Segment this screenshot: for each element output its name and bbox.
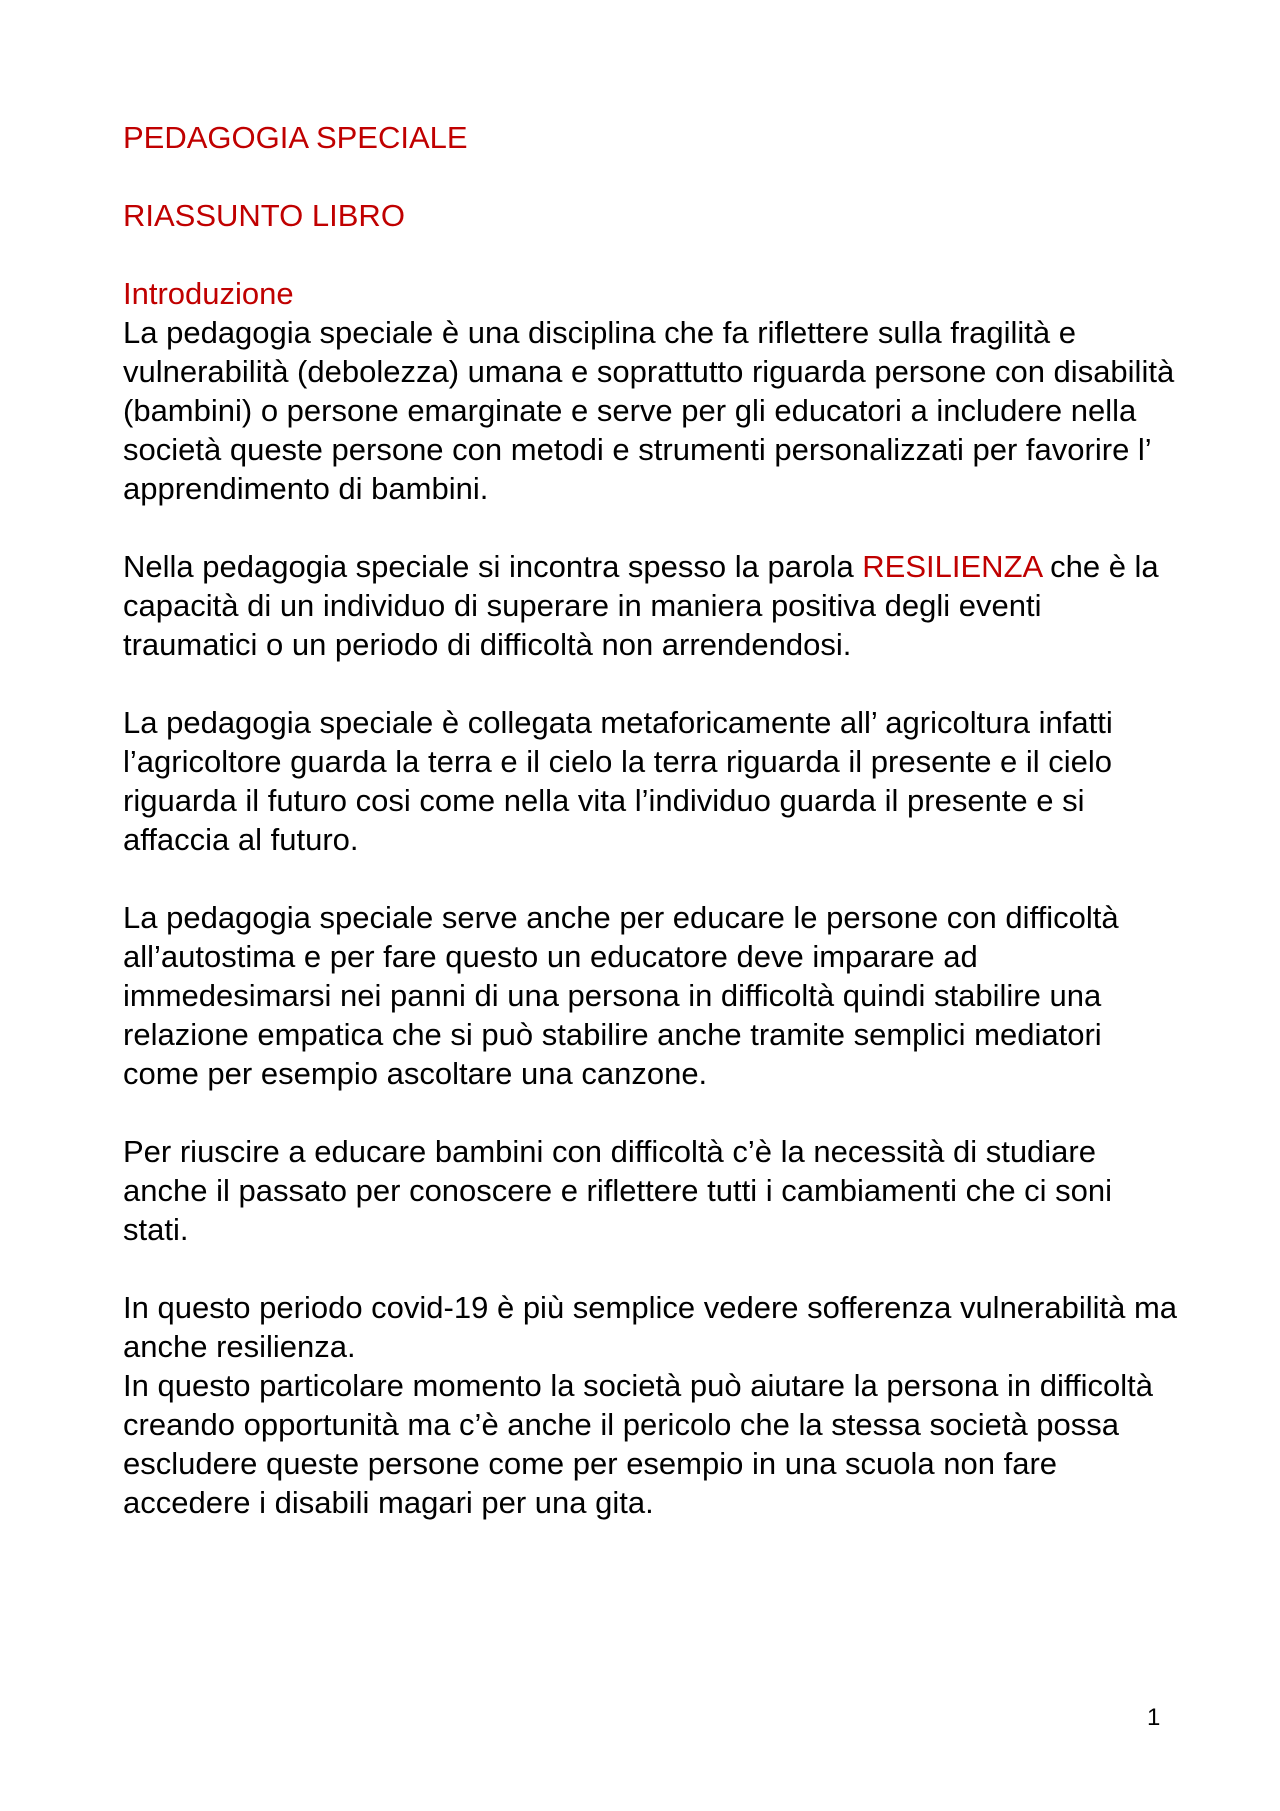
section-heading-introduzione: Introduzione — [123, 276, 294, 311]
paragraph-5: Per riuscire a educare bambini con difficoltà c’è la necessità di studiare anche il passato per conoscere e riflettere tutti i cambiamenti che ci soni stati. — [123, 1134, 1113, 1247]
paragraph-3: La pedagogia speciale è collegata metaforicamente all’ agricoltura infatti l’agricoltore guarda la terra e il cielo la terra riguarda il presente e il cielo riguarda il futuro cosi come nella vita l’individuo guarda il presente e si affaccia al futuro. — [123, 705, 1113, 857]
document-body — [123, 118, 1183, 1561]
paragraph-2-after: che è la capacità di un individuo di superare in maniera positiva degli eventi traumatici o un periodo di difficoltà non arrendendosi. — [123, 549, 1159, 662]
paragraph-4: La pedagogia speciale serve anche per educare le persone con difficoltà all’autostima e per fare questo un educatore deve imparare ad immedesimarsi nei panni di una persona in difficoltà quindi stabilire una relazione empatica che si può stabilire anche tramite semplici mediatori come per esempio ascoltare una canzone. — [123, 900, 1119, 1091]
paragraph-2 — [123, 547, 1183, 664]
resilienza-highlight: RESILIENZA — [862, 549, 1042, 584]
document-subtitle: RIASSUNTO LIBRO — [123, 198, 405, 233]
paragraph-1: La pedagogia speciale è una disciplina che fa riflettere sulla fragilità e vulnerabilità (debolezza) umana e soprattutto riguarda persone con disabilità (bambini) o persone emarginate e serve per gli educatori a includere nella società queste persone con metodi e strumenti personalizzati per favorire l’ apprendimento di bambini. — [123, 315, 1175, 506]
paragraph-2-before: Nella pedagogia speciale si incontra spesso la parola — [123, 549, 863, 584]
paragraph-7: In questo particolare momento la società può aiutare la persona in difficoltà creando opportunità ma c’è anche il pericolo che la stessa società possa escludere queste persone come per esempio in una scuola non fare accedere i disabili magari per una gita. — [123, 1368, 1153, 1520]
paragraph-6: In questo periodo covid-19 è più semplice vedere sofferenza vulnerabilità ma anche resilienza. — [123, 1290, 1178, 1364]
page-number: 1 — [1147, 1704, 1161, 1731]
document-title: PEDAGOGIA SPECIALE — [123, 120, 468, 155]
